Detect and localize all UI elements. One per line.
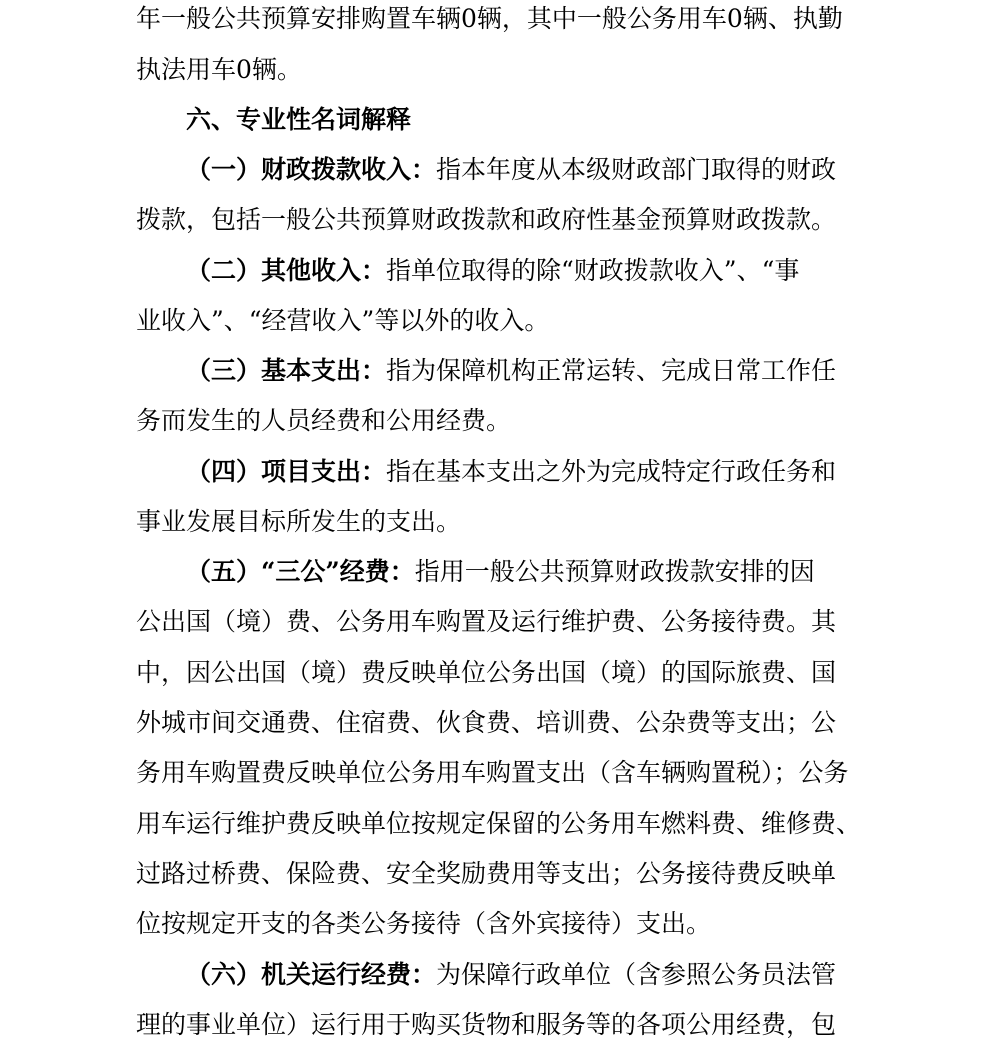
definition-continuation: 务而发生的人员经费和公用经费。 xyxy=(136,406,512,435)
definition-continuation: 理的事业单位）运行用于购买货物和服务等的各项公用经费，包 xyxy=(136,1010,837,1039)
definition-continuation: 公出国（境）费、公务用车购置及运行维护费、公务接待费。其 xyxy=(136,607,837,636)
definition-first-line xyxy=(186,254,799,288)
definition-continuation: 用车运行维护费反映单位按规定保留的公务用车燃料费、维修费、 xyxy=(136,809,862,838)
definition-continuation: 外城市间交通费、住宿费、伙食费、培训费、公杂费等支出；公 xyxy=(136,708,837,737)
definition-text: 指单位取得的除“财政拨款收入”、“事 xyxy=(386,256,800,285)
text-line: 年一般公共预算安排购置车辆0辆，其中一般公务用车0辆、执勤 xyxy=(136,4,843,33)
definition-continuation: 位按规定开支的各类公务接待（含外宾接待）支出。 xyxy=(136,909,712,938)
definition-term: （五）“三公”经费： xyxy=(186,557,415,586)
definition-text: 指在基本支出之外为完成特定行政任务和 xyxy=(386,457,837,486)
definition-continuation: 中，因公出国（境）费反映单位公务出国（境）的国际旅费、国 xyxy=(136,658,837,687)
definition-term: （四）项目支出： xyxy=(186,457,387,486)
definition-continuation: 事业发展目标所发生的支出。 xyxy=(136,507,462,536)
definition-first-line xyxy=(186,958,836,992)
definition-text: 指用一般公共预算财政拨款安排的因 xyxy=(414,557,815,586)
definition-text: 指为保障机构正常运转、完成日常工作任 xyxy=(386,356,837,385)
paragraph-line xyxy=(136,2,876,36)
text-line: 执法用车0辆。 xyxy=(136,55,302,84)
definition-first-line xyxy=(186,354,836,388)
definition-continuation: 拨款，包括一般公共预算财政拨款和政府性基金预算财政拨款。 xyxy=(136,205,837,234)
definition-term: （二）其他收入： xyxy=(186,256,387,285)
definition-continuation: 务用车购置费反映单位公务用车购置支出（含车辆购置税）；公务 xyxy=(136,758,849,787)
paragraph-line xyxy=(136,53,302,87)
definition-text: 为保障行政单位（含参照公务员法管 xyxy=(436,960,837,989)
definition-first-line xyxy=(186,555,815,589)
definition-term: （一）财政拨款收入： xyxy=(186,155,437,184)
definition-text: 指本年度从本级财政部门取得的财政 xyxy=(436,155,837,184)
definition-first-line xyxy=(186,153,836,187)
section-heading: 六、专业性名词解释 xyxy=(186,105,412,134)
definition-term: （三）基本支出： xyxy=(186,356,387,385)
definition-continuation: 业收入”、“经营收入”等以外的收入。 xyxy=(136,306,550,335)
definition-term: （六）机关运行经费： xyxy=(186,960,437,989)
definition-first-line xyxy=(186,455,836,489)
definition-continuation: 过路过桥费、保险费、安全奖励费用等支出；公务接待费反映单 xyxy=(136,859,837,888)
